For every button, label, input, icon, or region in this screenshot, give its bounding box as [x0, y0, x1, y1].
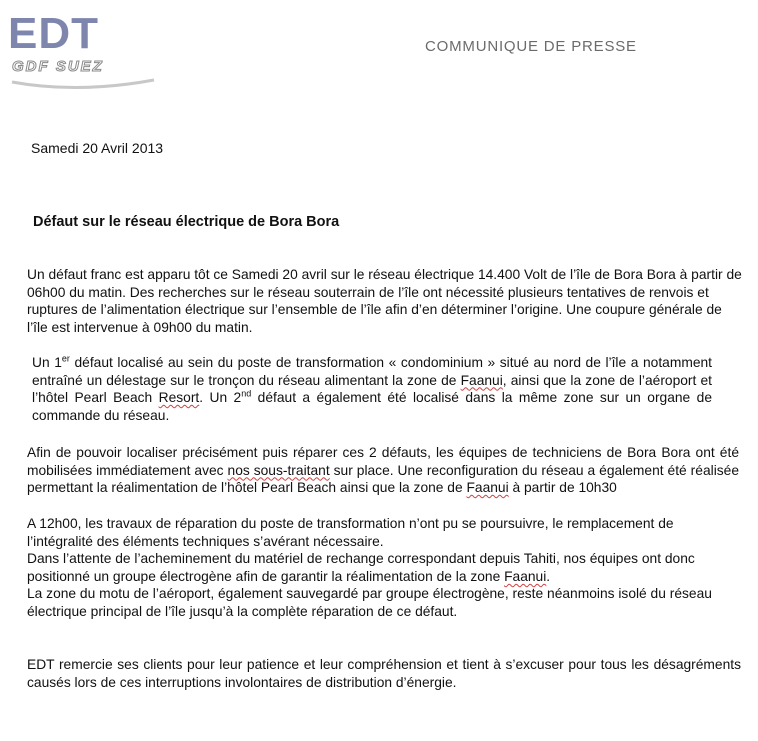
- paragraph-2: Un 1er défaut localisé au sein du poste de transformation « condominium » situé au nord de l’île a notamment entraîné un délestage sur le tronçon du réseau alimentant la zone de Faanui, ainsi que la zone de l’aéroport et l’hôtel Pearl Beach Resort. Un 2nd défaut a également été localisé dans la même zone sur un organe de commande du réseau.: [32, 353, 713, 423]
- paragraph-3: Afin de pouvoir localiser précisément puis réparer ces 2 défauts, les équipes de techniciens de Bora Bora ont été mobilisées immédiatement avec nos sous-traitant sur place. Une reconfiguration du réseau a également été réalisée permettant la réalimentation de l’hôtel Pearl Beach ainsi que la zone de Faanui à partir de 10h30: [27, 445, 740, 496]
- logo-sub-text: GDF SUEZ: [12, 58, 104, 75]
- paragraph-5: EDT remercie ses clients pour leur patience et leur compréhension et tient à s’excuser pour tous les désagréments causés lors de ces interruptions involontaires de distribution d’énergie.: [27, 657, 741, 690]
- logo-swoosh-icon: [8, 70, 158, 92]
- logo-main-text: EDT: [8, 9, 99, 58]
- headline: Défaut sur le réseau électrique de Bora Bora: [33, 214, 340, 230]
- edt-logo: [8, 9, 158, 86]
- document-date: Samedi 20 Avril 2013: [31, 140, 164, 156]
- paragraph-1: Un défaut franc est apparu tôt ce Samedi 20 avril sur le réseau électrique 14.400 Volt de l’île de Bora Bora à partir de 06h00 du matin. Des recherches sur le réseau souterrain de l’île ont nécessité plusieurs tentatives de renvois et ruptures de l’alimentation électrique sur l’ensemble de l’île afin d’en déterminer l’origine. Une coupure générale de l’île est intervenue à 09h00 du matin.: [27, 267, 742, 335]
- paragraph-4: A 12h00, les travaux de réparation du poste de transformation n’ont pu se poursuivre, le remplacement de l’intégralité des éléments techniques s’avérant nécessaire. Dans l’attente de l’acheminement du matériel de rechange correspondant depuis Tahiti, nos équipes ont donc positionné un groupe électrogène afin de garantir la réalimentation de la zone Faanui. La zone du motu de l’aéroport, également sauvegardé par groupe électrogène, reste néanmoins isolé du réseau électrique principal de l’île jusqu’à la complète réparation de ce défaut.: [27, 516, 712, 619]
- press-release-label: COMMUNIQUE DE PRESSE: [425, 38, 637, 55]
